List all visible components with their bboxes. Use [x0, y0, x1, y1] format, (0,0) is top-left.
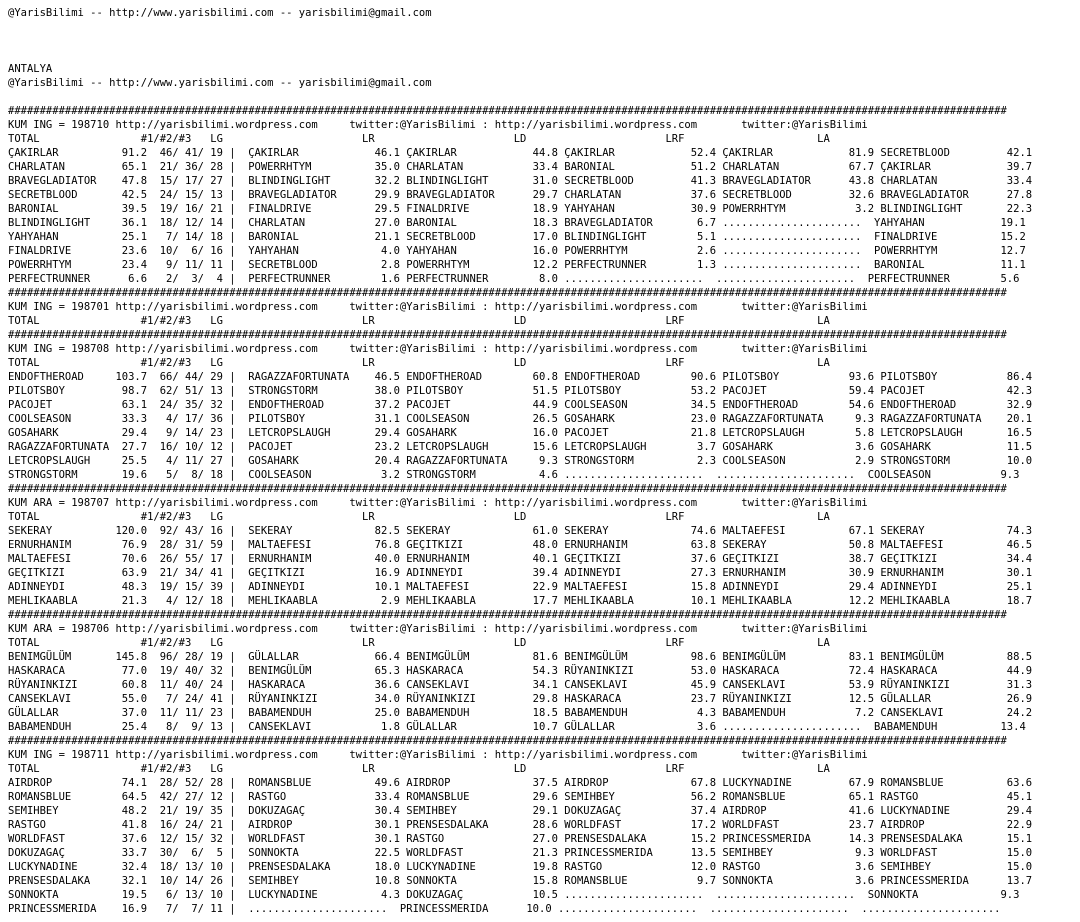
- document-line: BENIMGÜLÜM 145.8 96/ 28/ 19 | GÜLALLAR 66.4 BENIMGÜLÜM 81.6 BENIMGÜLÜM 98.6 BENIMGÜLÜM 83.1 BENIMGÜLÜM 88.5: [8, 651, 1033, 663]
- document-line: PRINCESSMERIDA 16.9 7/ 7/ 11 | ...................... PRINCESSMERIDA 10.0 ...................... ...................... ......................: [8, 903, 1001, 915]
- document-line: COOLSEASON 33.3 4/ 17/ 36 | PILOTSBOY 31.1 COOLSEASON 26.5 GOSAHARK 23.0 RAGAZZAFORTUNATA 9.3 RAGAZZAFORTUNATA 20.1: [8, 413, 1033, 425]
- document-line: KUM ING = 198708 http://yarisbilimi.wordpress.com twitter:@YarisBilimi : http://yarisbilimi.wordpress.com twitter:@YarisBilimi: [8, 343, 868, 355]
- document-line: CANSEKLAVI 55.0 7/ 24/ 41 | RÜYANINKIZI 34.0 RÜYANINKIZI 29.8 HASKARACA 23.7 RÜYANINKIZI 12.5 GÜLALLAR 26.9: [8, 693, 1033, 705]
- document-line: GEÇITKIZI 63.9 21/ 34/ 41 | GEÇITKIZI 16.9 ADINNEYDI 39.4 ADINNEYDI 27.3 ERNURHANIM 30.9 ERNURHANIM 30.1: [8, 567, 1033, 579]
- document-line: PILOTSBOY 98.7 62/ 51/ 13 | STRONGSTORM 38.0 PILOTSBOY 51.5 PILOTSBOY 53.2 PACOJET 59.4 PACOJET 42.3: [8, 385, 1033, 397]
- document-line: KUM ARA = 198706 http://yarisbilimi.wordpress.com twitter:@YarisBilimi : http://yarisbilimi.wordpress.com twitter:@YarisBilimi: [8, 623, 868, 635]
- document-line: MALTAEFESI 70.6 26/ 55/ 17 | ERNURHANIM 40.0 ERNURHANIM 40.1 GEÇITKIZI 37.6 GEÇITKIZI 38.7 GEÇITKIZI 34.4: [8, 553, 1033, 565]
- document-line: TOTAL #1/#2/#3 LG LR LD LRF LA: [8, 357, 830, 369]
- document-line: KUM ING = 198701 http://yarisbilimi.wordpress.com twitter:@YarisBilimi : http://yarisbilimi.wordpress.com twitter:@YarisBilimi: [8, 301, 868, 313]
- document-line: TOTAL #1/#2/#3 LG LR LD LRF LA: [8, 763, 830, 775]
- document-line: YAHYAHAN 25.1 7/ 14/ 18 | BARONIAL 21.1 SECRETBLOOD 17.0 BLINDINGLIGHT 5.1 ...................... FINALDRIVE 15.2: [8, 231, 1026, 243]
- document-line: BABAMENDUH 25.4 8/ 9/ 13 | CANSEKLAVI 1.8 GÜLALLAR 10.7 GÜLALLAR 3.6 ...................... BABAMENDUH 13.4: [8, 721, 1026, 733]
- document-line: ROMANSBLUE 64.5 42/ 27/ 12 | RASTGO 33.4 ROMANSBLUE 29.6 SEMIHBEY 56.2 ROMANSBLUE 65.1 RASTGO 45.1: [8, 791, 1033, 803]
- document-line: KUM ARA = 198707 http://yarisbilimi.wordpress.com twitter:@YarisBilimi : http://yarisbilimi.wordpress.com twitter:@YarisBilimi: [8, 497, 868, 509]
- document-line: @YarisBilimi -- http://www.yarisbilimi.com -- yarisbilimi@gmail.com: [8, 7, 432, 19]
- document-line: AIRDROP 74.1 28/ 52/ 28 | ROMANSBLUE 49.6 AIRDROP 37.5 AIRDROP 67.8 LUCKYNADINE 67.9 ROMANSBLUE 63.6: [8, 777, 1033, 789]
- document-line: TOTAL #1/#2/#3 LG LR LD LRF LA: [8, 637, 830, 649]
- document-line: LETCROPSLAUGH 25.5 4/ 11/ 27 | GOSAHARK 20.4 RAGAZZAFORTUNATA 9.3 STRONGSTORM 2.3 COOLSEASON 2.9 STRONGSTORM 10.0: [8, 455, 1033, 467]
- document-line: @YarisBilimi -- http://www.yarisbilimi.com -- yarisbilimi@gmail.com: [8, 77, 432, 89]
- document-line: ##############################################################################################################################################################: [8, 483, 1007, 495]
- document-line: BLINDINGLIGHT 36.1 18/ 12/ 14 | CHARLATAN 27.0 BARONIAL 18.3 BRAVEGLADIATOR 6.7 ...................... YAHYAHAN 19.1: [8, 217, 1026, 229]
- document-line: CHARLATAN 65.1 21/ 36/ 28 | POWERRHTYM 35.0 CHARLATAN 33.4 BARONIAL 51.2 CHARLATAN 67.7 ÇAKIRLAR 39.7: [8, 161, 1033, 173]
- document-line: PRENSESDALAKA 32.1 10/ 14/ 26 | SEMIHBEY 10.8 SONNOKTA 15.8 ROMANSBLUE 9.7 SONNOKTA 3.6 PRINCESSMERIDA 13.7: [8, 875, 1033, 887]
- document-line: GÜLALLAR 37.0 11/ 11/ 23 | BABAMENDUH 25.0 BABAMENDUH 18.5 BABAMENDUH 4.3 BABAMENDUH 7.2 CANSEKLAVI 24.2: [8, 707, 1033, 719]
- document-line: POWERRHTYM 23.4 9/ 11/ 11 | SECRETBLOOD 2.8 POWERRHTYM 12.2 PERFECTRUNNER 1.3 ...................... BARONIAL 11.1: [8, 259, 1026, 271]
- document-line: STRONGSTORM 19.6 5/ 8/ 18 | COOLSEASON 3.2 STRONGSTORM 4.6 ...................... ...................... COOLSEASON 9.3: [8, 469, 1020, 481]
- document-line: GOSAHARK 29.4 9/ 14/ 23 | LETCROPSLAUGH 29.4 GOSAHARK 16.0 PACOJET 21.8 LETCROPSLAUGH 5.8 LETCROPSLAUGH 16.5: [8, 427, 1033, 439]
- document-line: [8, 90, 1032, 104]
- document-line: HASKARACA 77.0 19/ 40/ 32 | BENIMGÜLÜM 65.3 HASKARACA 54.3 RÜYANINKIZI 53.0 HASKARACA 72.4 HASKARACA 44.9: [8, 665, 1033, 677]
- document-line: LUCKYNADINE 32.4 18/ 13/ 10 | PRENSESDALAKA 18.0 LUCKYNADINE 19.8 RASTGO 12.0 RASTGO 3.6 SEMIHBEY 15.0: [8, 861, 1033, 873]
- document-line: ERNURHANIM 76.9 28/ 31/ 59 | MALTAEFESI 76.8 GEÇITKIZI 48.0 ERNURHANIM 63.8 SEKERAY 50.8 MALTAEFESI 46.5: [8, 539, 1033, 551]
- document-line: WORLDFAST 37.6 12/ 15/ 32 | WORLDFAST 30.1 RASTGO 27.0 PRENSESDALAKA 15.2 PRINCESSMERIDA 14.3 PRENSESDALAKA 15.1: [8, 833, 1033, 845]
- document-line: [8, 48, 1032, 62]
- document-line: TOTAL #1/#2/#3 LG LR LD LRF LA: [8, 133, 830, 145]
- document-line: ADINNEYDI 48.3 19/ 15/ 39 | ADINNEYDI 10.1 MALTAEFESI 22.9 MALTAEFESI 15.8 ADINNEYDI 29.4 ADINNEYDI 25.1: [8, 581, 1033, 593]
- document-line: PACOJET 63.1 24/ 35/ 32 | ENDOFTHEROAD 37.2 PACOJET 44.9 COOLSEASON 34.5 ENDOFTHEROAD 54.6 ENDOFTHEROAD 32.9: [8, 399, 1033, 411]
- document-line: ENDOFTHEROAD 103.7 66/ 44/ 29 | RAGAZZAFORTUNATA 46.5 ENDOFTHEROAD 60.8 ENDOFTHEROAD 90.6 PILOTSBOY 93.6 PILOTSBOY 86.4: [8, 371, 1033, 383]
- document-line: FINALDRIVE 23.6 10/ 6/ 16 | YAHYAHAN 4.0 YAHYAHAN 16.0 POWERRHTYM 2.6 ...................... POWERRHTYM 12.7: [8, 245, 1026, 257]
- text-document: [8, 6, 1032, 916]
- document-line: BRAVEGLADIATOR 47.8 15/ 17/ 27 | BLINDINGLIGHT 32.2 BLINDINGLIGHT 31.0 SECRETBLOOD 41.3 BRAVEGLADIATOR 43.8 CHARLATAN 33.4: [8, 175, 1033, 187]
- document-line: SEMIHBEY 48.2 21/ 19/ 35 | DOKUZAGAÇ 30.4 SEMIHBEY 29.1 DOKUZAGAÇ 37.4 AIRDROP 41.6 LUCKYNADINE 29.4: [8, 805, 1033, 817]
- document-line: BARONIAL 39.5 19/ 16/ 21 | FINALDRIVE 29.5 FINALDRIVE 18.9 YAHYAHAN 30.9 POWERRHTYM 3.2 BLINDINGLIGHT 22.3: [8, 203, 1033, 215]
- document-line: PERFECTRUNNER 6.6 2/ 3/ 4 | PERFECTRUNNER 1.6 PERFECTRUNNER 8.0 ...................... ...................... PERFECTRUNNER 5.6: [8, 273, 1020, 285]
- document-line: ##############################################################################################################################################################: [8, 735, 1007, 747]
- document-line: ##############################################################################################################################################################: [8, 329, 1007, 341]
- document-line: ##############################################################################################################################################################: [8, 287, 1007, 299]
- document-line: ÇAKIRLAR 91.2 46/ 41/ 19 | ÇAKIRLAR 46.1 ÇAKIRLAR 44.8 ÇAKIRLAR 52.4 ÇAKIRLAR 81.9 SECRETBLOOD 42.1: [8, 147, 1033, 159]
- document-line: ##############################################################################################################################################################: [8, 105, 1007, 117]
- document-line: DOKUZAGAÇ 33.7 30/ 6/ 5 | SONNOKTA 22.5 WORLDFAST 21.3 PRINCESSMERIDA 13.5 SEMIHBEY 9.3 WORLDFAST 15.0: [8, 847, 1033, 859]
- document-line: KUM ING = 198710 http://yarisbilimi.wordpress.com twitter:@YarisBilimi : http://yarisbilimi.wordpress.com twitter:@YarisBilimi: [8, 119, 868, 131]
- document-line: MEHLIKAABLA 21.3 4/ 12/ 18 | MEHLIKAABLA 2.9 MEHLIKAABLA 17.7 MEHLIKAABLA 10.1 MEHLIKAABLA 12.2 MEHLIKAABLA 18.7: [8, 595, 1033, 607]
- document-line: TOTAL #1/#2/#3 LG LR LD LRF LA: [8, 511, 830, 523]
- document-line: KUM ING = 198711 http://yarisbilimi.wordpress.com twitter:@YarisBilimi : http://yarisbilimi.wordpress.com twitter:@YarisBilimi: [8, 749, 868, 761]
- document-line: [8, 34, 1032, 48]
- document-line: ANTALYA: [8, 63, 53, 75]
- document-line: SONNOKTA 19.5 6/ 13/ 10 | LUCKYNADINE 4.3 DOKUZAGAÇ 10.5 ...................... ...................... SONNOKTA 9.3: [8, 889, 1020, 901]
- document-line: RÜYANINKIZI 60.8 11/ 40/ 24 | HASKARACA 36.6 CANSEKLAVI 34.1 CANSEKLAVI 45.9 CANSEKLAVI 53.9 RÜYANINKIZI 31.3: [8, 679, 1033, 691]
- document-line: ##############################################################################################################################################################: [8, 609, 1007, 621]
- document-line: RASTGO 41.8 16/ 24/ 21 | AIRDROP 30.1 PRENSESDALAKA 28.6 WORLDFAST 17.2 WORLDFAST 23.7 AIRDROP 22.9: [8, 819, 1033, 831]
- document-line: [8, 20, 1032, 34]
- document-line: SECRETBLOOD 42.5 24/ 15/ 13 | BRAVEGLADIATOR 29.9 BRAVEGLADIATOR 29.7 CHARLATAN 37.6 SECRETBLOOD 32.6 BRAVEGLADIATOR 27.8: [8, 189, 1033, 201]
- document-line: TOTAL #1/#2/#3 LG LR LD LRF LA: [8, 315, 830, 327]
- document-line: RAGAZZAFORTUNATA 27.7 16/ 10/ 12 | PACOJET 23.2 LETCROPSLAUGH 15.6 LETCROPSLAUGH 3.7 GOSAHARK 3.6 GOSAHARK 11.5: [8, 441, 1033, 453]
- document-line: SEKERAY 120.0 92/ 43/ 16 | SEKERAY 82.5 SEKERAY 61.0 SEKERAY 74.6 MALTAEFESI 67.1 SEKERAY 74.3: [8, 525, 1033, 537]
